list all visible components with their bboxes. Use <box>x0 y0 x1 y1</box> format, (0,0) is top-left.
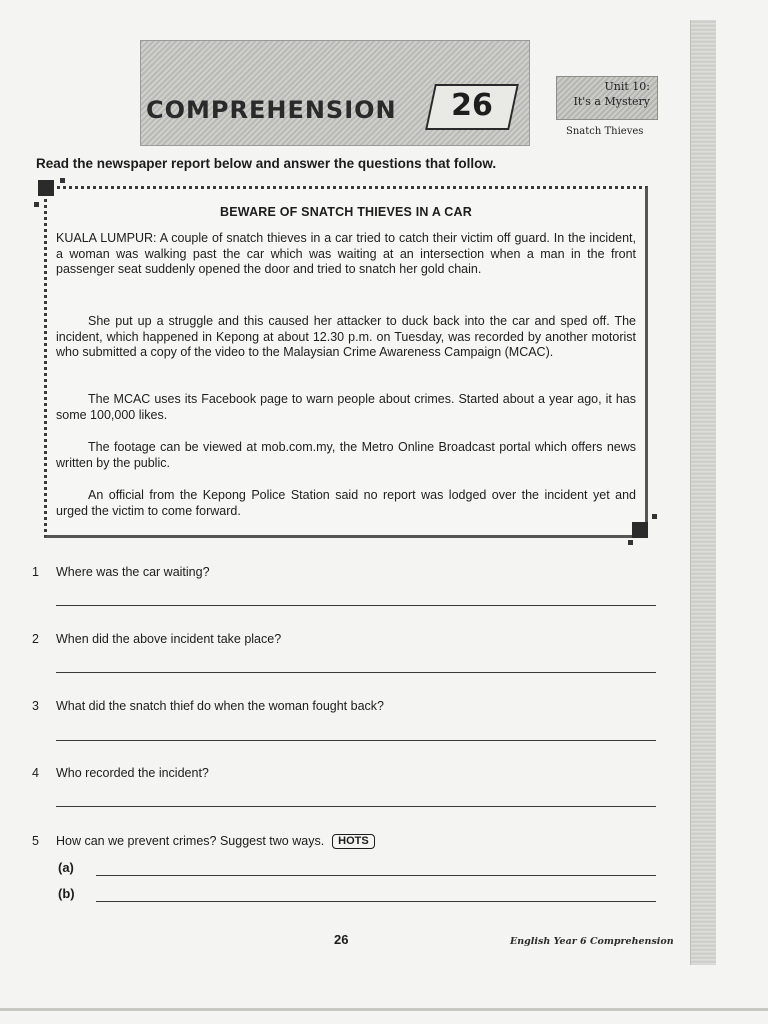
corner-dot <box>652 514 657 519</box>
page-number: 26 <box>334 932 349 947</box>
question-text: When did the above incident take place? <box>56 632 282 646</box>
answer-line[interactable] <box>56 672 656 673</box>
answer-line[interactable] <box>56 806 656 807</box>
question-number: 5 <box>32 834 39 848</box>
sub-question-label: (b) <box>58 886 75 901</box>
article-paragraph: KUALA LUMPUR: A couple of snatch thieves in a car tried to catch their victim off guard. In the incident, a woman was walking past the car which was waiting at an intersection when a man in the front passenger seat suddenly opened the door and tried to snatch her gold chain. <box>56 231 636 276</box>
page-title: COMPREHENSION <box>146 96 397 124</box>
page-edge-bottom <box>0 1008 768 1011</box>
answer-line[interactable] <box>56 740 656 741</box>
answer-line[interactable] <box>56 605 656 606</box>
book-title-footer: English Year 6 Comprehension <box>510 936 674 947</box>
page-edge-right <box>690 20 716 965</box>
question-number: 3 <box>32 699 39 713</box>
article-paragraph: She put up a struggle and this caused her attacker to duck back into the car and sped off. The incident, which happened in Kepong at about 12.30 p.m. on Tuesday, was recorded by another motorist who submitted a copy of the video to the Malaysian Crime Awareness Campaign (MCAC). <box>56 314 636 359</box>
article-paragraph: The MCAC uses its Facebook page to warn people about crimes. Started about a year ago, it has some 100,000 likes. <box>56 392 636 422</box>
question-text: How can we prevent crimes? Suggest two ways. <box>56 834 325 848</box>
question-text: Where was the car waiting? <box>56 565 210 579</box>
corner-square-bottom-right <box>632 522 648 538</box>
corner-dot <box>34 202 39 207</box>
question-text-5 <box>56 834 375 849</box>
question-text: Who recorded the incident? <box>56 766 209 780</box>
question-number: 1 <box>32 565 39 579</box>
instruction-text: Read the newspaper report below and answer the questions that follow. <box>36 156 497 171</box>
title-number: 26 <box>451 88 493 123</box>
unit-label: Unit 10: <box>604 80 650 93</box>
question-number: 4 <box>32 766 39 780</box>
corner-dot <box>628 540 633 545</box>
question-text: What did the snatch thief do when the woman fought back? <box>56 699 384 713</box>
unit-subtitle: Snatch Thieves <box>566 126 644 137</box>
sub-question-label: (a) <box>58 860 74 875</box>
article-paragraph: An official from the Kepong Police Station said no report was lodged over the incident yet and urged the victim to come forward. <box>56 488 636 518</box>
corner-square-top-left <box>38 180 54 196</box>
article-paragraph: The footage can be viewed at mob.com.my, the Metro Online Broadcast portal which offers news written by the public. <box>56 440 636 470</box>
corner-dot <box>60 178 65 183</box>
article-title: BEWARE OF SNATCH THIEVES IN A CAR <box>220 205 472 219</box>
answer-line-b[interactable] <box>96 901 656 902</box>
question-number: 2 <box>32 632 39 646</box>
unit-theme: It's a Mystery <box>573 95 650 108</box>
hots-badge: HOTS <box>332 834 375 849</box>
answer-line-a[interactable] <box>96 875 656 876</box>
